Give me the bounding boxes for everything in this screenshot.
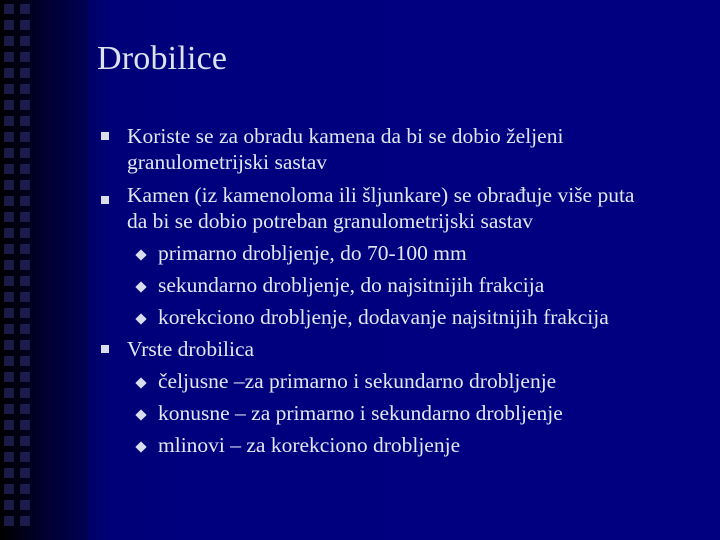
sub-list-item: sekundarno drobljenje, do najsitnijih frakcija xyxy=(158,273,545,297)
list-item-line: Vrste drobilica xyxy=(127,337,255,361)
diamond-bullet-icon xyxy=(135,377,146,388)
list-item-line: Koriste se za obradu kamena da bi se dobio željeni xyxy=(127,124,564,148)
list-item-line: granulometrijski sastav xyxy=(127,150,328,174)
sub-list-item: konusne – za primarno i sekundarno drobljenje xyxy=(158,401,563,425)
square-bullet-icon xyxy=(101,132,109,140)
list-item-line: Kamen (iz kamenoloma ili šljunkare) se obrađuje više puta xyxy=(127,183,635,207)
diamond-bullet-icon xyxy=(135,441,146,452)
diamond-bullet-icon xyxy=(135,249,146,260)
slide-title: Drobilice xyxy=(97,40,228,77)
sub-list-item: primarno drobljenje, do 70-100 mm xyxy=(158,241,467,265)
sub-list-item: korekciono drobljenje, dodavanje najsitnijih frakcija xyxy=(158,305,609,329)
sub-list-item: čeljusne –za primarno i sekundarno drobljenje xyxy=(158,369,557,393)
diamond-bullet-icon xyxy=(135,281,146,292)
diamond-bullet-icon xyxy=(135,313,146,324)
square-bullet-icon xyxy=(101,196,109,204)
list-item-line: da bi se dobio potreban granulometrijski sastav xyxy=(127,209,534,233)
sub-list-item: mlinovi – za korekciono drobljenje xyxy=(158,433,461,457)
square-bullet-icon xyxy=(101,345,109,353)
diamond-bullet-icon xyxy=(135,409,146,420)
